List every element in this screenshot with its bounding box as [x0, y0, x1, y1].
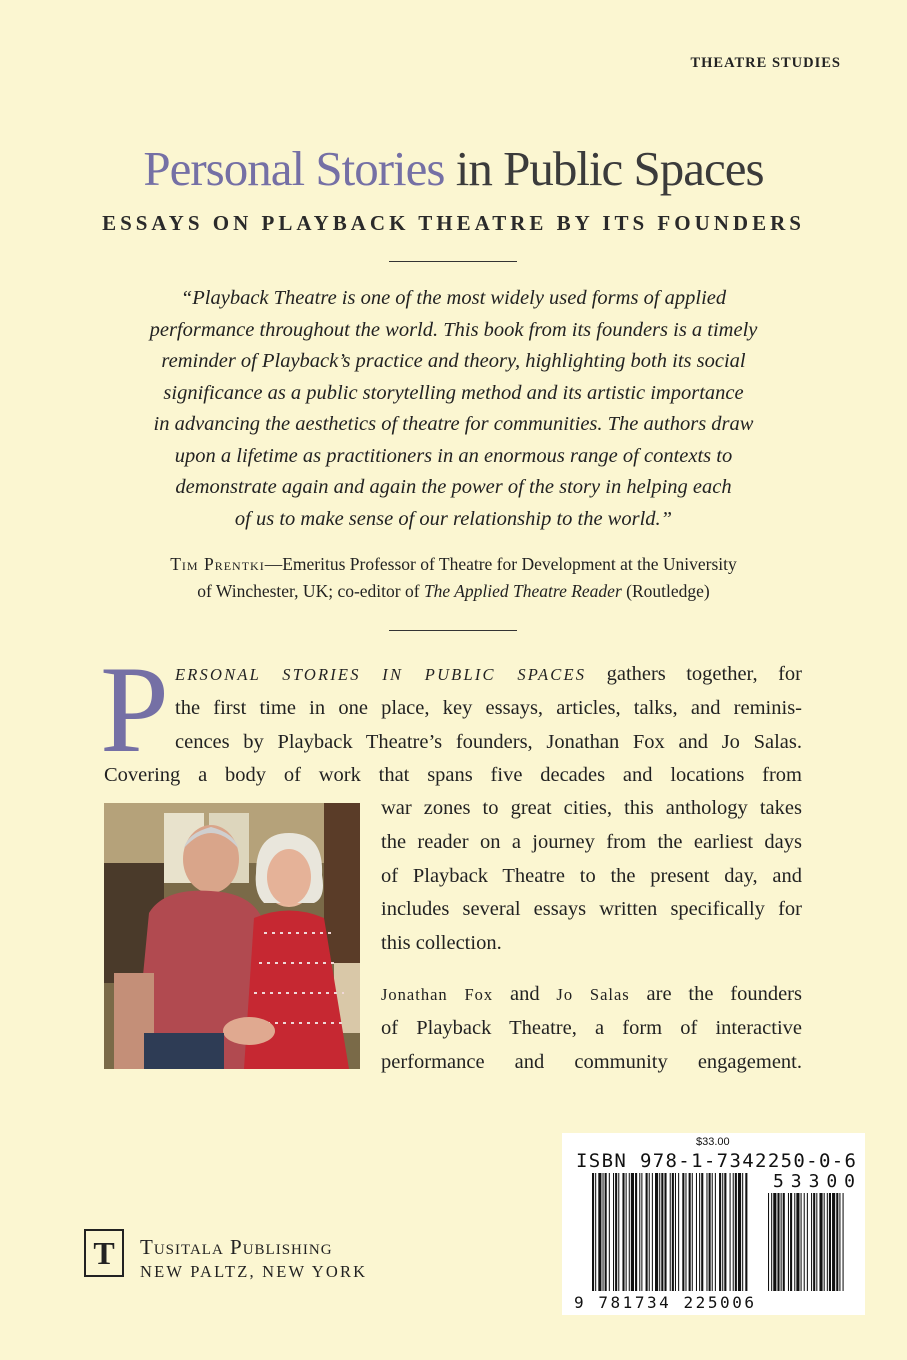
divider-top: [389, 261, 517, 262]
description-line: [175, 658, 802, 692]
endorsement-quote: [80, 283, 827, 535]
description-line: the first time in one place, key essays, articles, talks, and reminis-: [175, 696, 802, 719]
description-opening: [175, 658, 802, 759]
description-line: this collection.: [381, 932, 502, 955]
publisher-name: Tusitala Publishing: [140, 1235, 333, 1259]
quote-line: of us to make sense of our relationship to the world.”: [234, 507, 673, 530]
quote-line: upon a lifetime as practitioners in an enormous range of contexts to: [174, 444, 733, 467]
drop-cap: P: [100, 641, 169, 778]
endorser-name: Tim Prentki: [170, 554, 265, 574]
publisher-logo: [84, 1229, 124, 1277]
endorsement-attribution: [60, 551, 847, 605]
quote-line: in advancing the aesthetics of theatre for communities. The authors draw: [153, 413, 754, 435]
description-book-title: ERSONAL STORIES IN PUBLIC SPACES: [175, 665, 587, 684]
bio-text: and: [493, 983, 557, 1005]
author-name-1: Jonathan Fox: [381, 985, 494, 1004]
category-label: THEATRE STUDIES: [690, 55, 841, 71]
attribution-line-1: [60, 551, 847, 578]
attribution-text: of Winchester, UK; co-editor of: [197, 581, 424, 601]
authors-bio: [381, 978, 802, 1079]
bio-line: of Playback Theatre, a form of interactive: [381, 1016, 802, 1039]
title-part-2: in Public Spaces: [444, 141, 764, 196]
endorser-book-title: The Applied Theatre Reader: [423, 581, 622, 601]
barcode-bars: [592, 1173, 844, 1291]
quote-line: significance as a public storytelling method and its artistic importance: [163, 381, 744, 404]
description-line: cences by Playback Theatre’s founders, Jonathan Fox and Jo Salas.: [175, 730, 802, 753]
barcode-price: $33.00: [696, 1136, 730, 1148]
attribution-text: (Routledge): [621, 581, 710, 601]
divider-bottom: [389, 630, 517, 631]
bio-text: are the founders: [629, 983, 802, 1005]
description-full-line: [104, 759, 802, 793]
bio-line: [381, 978, 802, 1012]
barcode-digits: 9 781734 225006: [574, 1293, 754, 1312]
attribution-line-2: [60, 578, 847, 605]
book-title: [0, 140, 907, 197]
title-part-1: Personal Stories: [143, 141, 445, 196]
endorser-title: —Emeritus Professor of Theatre for Development at the University: [264, 554, 737, 574]
author-name-2: Jo Salas: [556, 985, 630, 1004]
description-line: of Playback Theatre to the present day, and: [381, 864, 802, 887]
quote-line: demonstrate again and again the power of the story in helping each: [175, 476, 732, 498]
description-line: Covering a body of work that spans five decades and locations from: [104, 764, 802, 786]
description-line: war zones to great cities, this anthology takes: [381, 797, 802, 819]
bio-line: performance and community engagement.: [381, 1050, 802, 1073]
barcode-isbn: ISBN 978-1-7342250-0-6: [576, 1150, 856, 1172]
quote-line: reminder of Playback’s practice and theory, highlighting both its social: [161, 350, 746, 372]
quote-line: performance throughout the world. This book from its founders is a timely: [149, 318, 758, 341]
publisher-place: NEW PALTZ, NEW YORK: [140, 1262, 368, 1281]
publisher-logo-letter: T: [93, 1235, 115, 1271]
book-subtitle: ESSAYS ON PLAYBACK THEATRE BY ITS FOUNDERS: [102, 211, 805, 235]
quote-line: “Playback Theatre is one of the most widely used forms of applied: [180, 287, 727, 309]
barcode-panel: [562, 1133, 865, 1315]
authors-photo: [104, 803, 360, 1069]
description-beside-photo: [381, 792, 802, 961]
description-line: the reader on a journey from the earliest days: [381, 830, 802, 853]
barcode-price-code: 53300: [773, 1171, 855, 1192]
description-text: gathers together, for: [586, 663, 802, 685]
description-line: includes several essays written specifically for: [381, 898, 802, 921]
